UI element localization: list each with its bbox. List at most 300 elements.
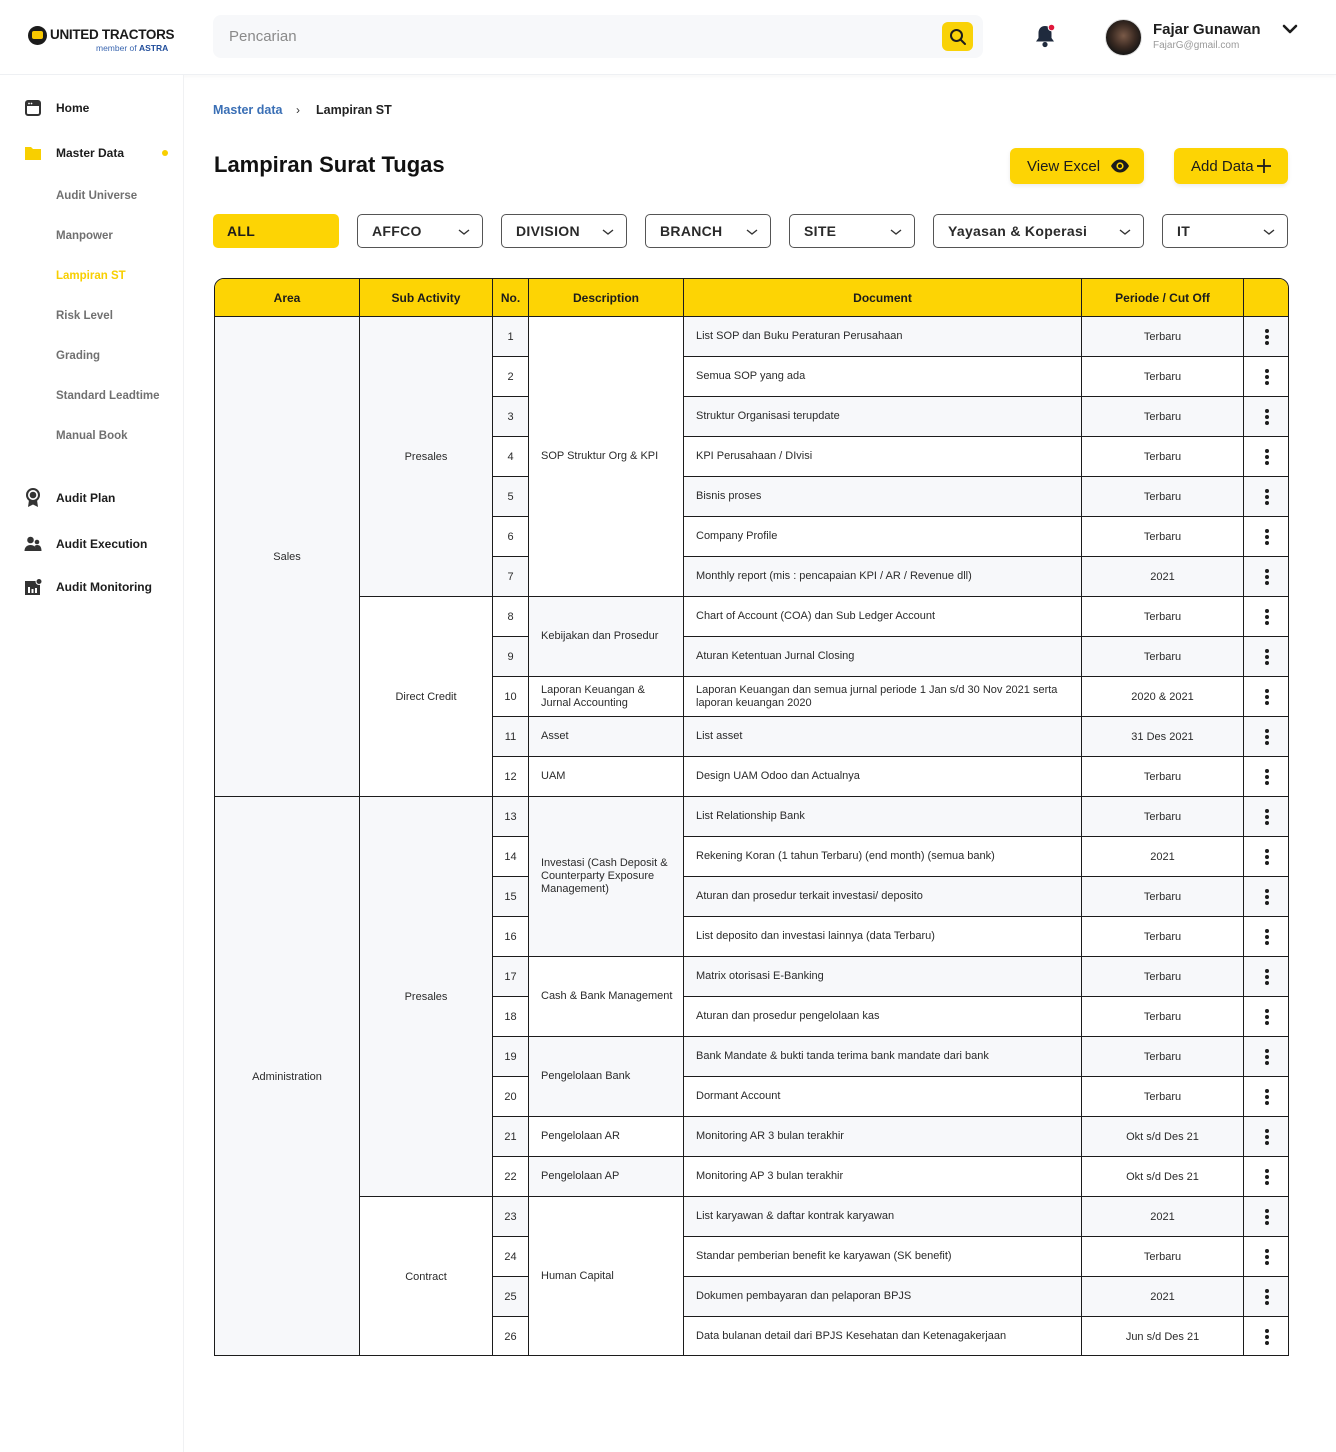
document-name: List SOP dan Buku Peraturan Perusahaan: [696, 330, 903, 342]
description-label: Laporan Keuangan & Jurnal Accounting: [541, 683, 645, 709]
document-name: Aturan dan prosedur pengelolaan kas: [696, 1010, 880, 1022]
row-actions-button[interactable]: [1244, 397, 1289, 437]
periode-value: 2021: [1150, 570, 1175, 583]
document-name: Semua SOP yang ada: [696, 370, 806, 382]
row-number: 17: [504, 970, 517, 983]
sidebar-subitem-risk-level[interactable]: [0, 301, 184, 331]
row-number-cell: [493, 1277, 529, 1317]
row-number-cell: [493, 917, 529, 957]
sub-activity-cell-contract: [360, 1197, 493, 1356]
periode-value: Jun s/d Des 21: [1125, 1330, 1200, 1343]
row-number-cell: [493, 837, 529, 877]
document-name: Monitoring AR 3 bulan terakhir: [696, 1130, 844, 1142]
row-actions-button[interactable]: [1244, 717, 1289, 757]
add-data-label: Add Data: [1191, 157, 1254, 175]
brand-logo[interactable]: [28, 25, 173, 55]
sidebar-subitem-label: Risk Level: [56, 310, 113, 322]
chevron-down-icon: [1263, 228, 1275, 236]
periode-value: Terbaru: [1143, 1090, 1182, 1103]
kebab-menu-icon: [1265, 689, 1269, 705]
row-number-cell: [493, 437, 529, 477]
kebab-menu-icon: [1265, 1209, 1269, 1225]
description-label: Pengelolaan AR: [541, 1130, 620, 1142]
filter-all[interactable]: [213, 214, 339, 248]
row-actions-button[interactable]: [1244, 357, 1289, 397]
search-icon: [949, 28, 967, 46]
description-label: Asset: [541, 730, 569, 742]
kebab-menu-icon: [1265, 1289, 1269, 1305]
row-actions-button[interactable]: [1244, 917, 1289, 957]
sidebar-subitem-grading[interactable]: [0, 341, 184, 371]
periode-value: Terbaru: [1143, 410, 1182, 423]
document-cell: [684, 1077, 1082, 1117]
filter-it-dropdown[interactable]: [1162, 214, 1288, 248]
sidebar-subitem-label: Lampiran ST: [56, 270, 126, 282]
row-number-cell: [493, 1317, 529, 1356]
row-number: 5: [507, 490, 514, 503]
row-actions-button[interactable]: [1244, 1317, 1289, 1356]
document-name: Company Profile: [696, 530, 778, 542]
chevron-down-icon: [746, 228, 758, 236]
sidebar-subitem-manpower[interactable]: [0, 221, 184, 251]
sidebar-item-home[interactable]: [0, 93, 184, 123]
column-header-no: No.: [493, 279, 529, 317]
document-name: Struktur Organisasi terupdate: [696, 410, 840, 422]
periode-value: Terbaru: [1143, 370, 1182, 383]
search-input[interactable]: [229, 15, 929, 58]
search-button[interactable]: [942, 22, 973, 51]
kebab-menu-icon: [1265, 769, 1269, 785]
row-number: 12: [504, 770, 517, 783]
description-label: Cash & Bank Management: [541, 990, 673, 1002]
periode-cell: [1082, 797, 1244, 837]
users-icon: [24, 535, 42, 553]
description-label: Pengelolaan Bank: [541, 1070, 631, 1082]
breadcrumb-master-data[interactable]: Master data: [213, 103, 283, 117]
document-cell: [684, 837, 1082, 877]
document-cell: [684, 397, 1082, 437]
filter-label: BRANCH: [660, 223, 723, 239]
document-cell: [684, 1117, 1082, 1157]
periode-value: Terbaru: [1143, 650, 1182, 663]
sub-activity-label: Direct Credit: [395, 690, 457, 703]
kebab-menu-icon: [1265, 329, 1269, 345]
chevron-down-icon: [1281, 22, 1299, 36]
document-name: List Relationship Bank: [696, 810, 805, 822]
page-title: Lampiran Surat Tugas: [214, 152, 445, 177]
row-number: 11: [504, 730, 517, 743]
avatar[interactable]: [1105, 19, 1142, 56]
row-actions-button[interactable]: [1244, 957, 1289, 997]
document-cell: [684, 437, 1082, 477]
kebab-menu-icon: [1265, 889, 1269, 905]
document-cell: [684, 997, 1082, 1037]
description-cell-sop-struktur-org-kpi: [529, 317, 684, 597]
row-actions-button[interactable]: [1244, 1077, 1289, 1117]
brand-name: UNITED TRACTORS: [50, 27, 175, 42]
document-cell: [684, 1317, 1082, 1356]
document-cell: [684, 1277, 1082, 1317]
row-number-cell: [493, 637, 529, 677]
periode-cell: [1082, 917, 1244, 957]
periode-value: Terbaru: [1143, 930, 1182, 943]
kebab-menu-icon: [1265, 569, 1269, 585]
row-number: 2: [507, 370, 514, 383]
row-number-cell: [493, 1037, 529, 1077]
row-number: 1: [507, 330, 514, 343]
sub-activity-cell-presales: [360, 797, 493, 1197]
sidebar-item-label: Audit Execution: [56, 537, 148, 551]
kebab-menu-icon: [1265, 609, 1269, 625]
row-number: 23: [504, 1210, 517, 1223]
document-cell: [684, 357, 1082, 397]
chart-monitor-icon: [24, 578, 42, 596]
description-label: Kebijakan dan Prosedur: [541, 630, 659, 642]
document-cell: [684, 717, 1082, 757]
row-actions-button[interactable]: [1244, 757, 1289, 797]
row-number-cell: [493, 1117, 529, 1157]
document-name: Aturan dan prosedur terkait investasi/ deposito: [696, 890, 923, 902]
user-menu-toggle[interactable]: [1281, 22, 1299, 36]
periode-value: Terbaru: [1143, 450, 1182, 463]
document-name: Dormant Account: [696, 1090, 781, 1102]
row-number-cell: [493, 597, 529, 637]
periode-value: 2021: [1150, 1210, 1175, 1223]
search-bar: [213, 15, 983, 58]
sidebar-subitem-label: Standard Leadtime: [56, 390, 160, 402]
document-cell: [684, 1037, 1082, 1077]
document-cell: [684, 957, 1082, 997]
periode-value: Terbaru: [1143, 770, 1182, 783]
periode-value: Terbaru: [1143, 610, 1182, 623]
row-number: 7: [507, 570, 514, 583]
row-actions-button[interactable]: [1244, 637, 1289, 677]
sidebar-item-audit-monitoring[interactable]: [0, 572, 184, 602]
filter-label: ALL: [227, 223, 256, 239]
periode-cell: [1082, 1117, 1244, 1157]
description-label: Human Capital: [541, 1270, 614, 1282]
description-label: Investasi (Cash Deposit & Counterparty Exposure Management): [541, 857, 668, 895]
bell-icon: [1032, 22, 1058, 50]
periode-value: Terbaru: [1143, 1050, 1182, 1063]
view-excel-label: View Excel: [1027, 157, 1101, 175]
row-number: 6: [507, 530, 514, 543]
kebab-menu-icon: [1265, 729, 1269, 745]
description-label: SOP Struktur Org & KPI: [541, 450, 659, 462]
document-cell: [684, 877, 1082, 917]
document-name: Laporan Keuangan dan semua jurnal periode 1 Jan s/d 30 Nov 2021 serta laporan keuangan 2020: [696, 683, 1058, 709]
document-name: List karyawan & daftar kontrak karyawan: [696, 1210, 895, 1222]
periode-value: 2021: [1150, 850, 1175, 863]
row-actions-button[interactable]: [1244, 597, 1289, 637]
periode-value: Okt s/d Des 21: [1126, 1130, 1199, 1143]
row-number-cell: [493, 1197, 529, 1237]
breadcrumb-separator: ›: [296, 103, 300, 117]
row-actions-button[interactable]: [1244, 797, 1289, 837]
periode-cell: [1082, 957, 1244, 997]
document-cell: [684, 797, 1082, 837]
document-cell: [684, 557, 1082, 597]
document-name: List deposito dan investasi lainnya (data Terbaru): [696, 930, 935, 942]
row-number: 9: [507, 650, 514, 663]
document-cell: [684, 1237, 1082, 1277]
periode-cell: [1082, 1077, 1244, 1117]
area-label: Administration: [252, 1070, 322, 1083]
periode-value: Terbaru: [1143, 530, 1182, 543]
kebab-menu-icon: [1265, 809, 1269, 825]
document-cell: [684, 1197, 1082, 1237]
sidebar-subitem-standard-leadtime[interactable]: [0, 381, 184, 411]
periode-value: Terbaru: [1143, 970, 1182, 983]
document-cell: [684, 317, 1082, 357]
row-number: 16: [504, 930, 517, 943]
column-header-description: Description: [529, 279, 684, 317]
document-name: Monthly report (mis : pencapaian KPI / AR / Revenue dll): [696, 570, 972, 582]
periode-cell: [1082, 1277, 1244, 1317]
row-number-cell: [493, 717, 529, 757]
description-cell-pengelolaan-bank: [529, 1037, 684, 1117]
kebab-menu-icon: [1265, 1049, 1269, 1065]
document-cell: [684, 597, 1082, 637]
row-number-cell: [493, 757, 529, 797]
kebab-menu-icon: [1265, 849, 1269, 865]
periode-cell: [1082, 1237, 1244, 1277]
document-name: Rekening Koran (1 tahun Terbaru) (end month) (semua bank): [696, 850, 995, 862]
row-actions-button[interactable]: [1244, 1237, 1289, 1277]
sidebar-subitem-label: Manpower: [56, 230, 113, 242]
filter-label: Yayasan & Koperasi: [948, 223, 1088, 239]
column-header-document: Document: [684, 279, 1082, 317]
plus-icon: [1254, 157, 1274, 175]
periode-cell: [1082, 637, 1244, 677]
award-ribbon-icon: [24, 488, 42, 508]
document-cell: [684, 677, 1082, 717]
periode-cell: [1082, 1197, 1244, 1237]
periode-cell: [1082, 357, 1244, 397]
row-actions-button[interactable]: [1244, 517, 1289, 557]
row-number-cell: [493, 477, 529, 517]
periode-cell: [1082, 1037, 1244, 1077]
kebab-menu-icon: [1265, 929, 1269, 945]
sidebar-subitem-lampiran-st[interactable]: [0, 261, 184, 291]
description-cell-asset: [529, 717, 684, 757]
periode-value: Okt s/d Des 21: [1126, 1170, 1199, 1183]
description-cell-kebijakan-dan-prosedur: [529, 597, 684, 677]
column-header-sub-activity: Sub Activity: [360, 279, 493, 317]
periode-value: Terbaru: [1143, 1250, 1182, 1263]
top-bar: [0, 0, 1336, 75]
chevron-down-icon: [890, 228, 902, 236]
row-actions-button[interactable]: [1244, 877, 1289, 917]
document-cell: [684, 477, 1082, 517]
kebab-menu-icon: [1265, 1249, 1269, 1265]
sub-activity-cell-direct-credit: [360, 597, 493, 797]
row-number-cell: [493, 797, 529, 837]
document-name: Bisnis proses: [696, 490, 762, 502]
periode-cell: [1082, 997, 1244, 1037]
row-actions-button[interactable]: [1244, 677, 1289, 717]
document-name: Chart of Account (COA) dan Sub Ledger Account: [696, 610, 936, 622]
kebab-menu-icon: [1265, 1089, 1269, 1105]
user-name: Fajar Gunawan: [1153, 21, 1261, 38]
document-name: Matrix otorisasi E-Banking: [696, 970, 824, 982]
periode-cell: [1082, 437, 1244, 477]
calendar-window-icon: [24, 99, 42, 117]
row-actions-button[interactable]: [1244, 837, 1289, 877]
breadcrumb-current: Lampiran ST: [316, 103, 392, 117]
filter-label: DIVISION: [516, 223, 580, 239]
row-number: 18: [504, 1010, 517, 1023]
kebab-menu-icon: [1265, 489, 1269, 505]
description-cell-cash-bank-management: [529, 957, 684, 1037]
sidebar-subitem-label: Audit Universe: [56, 190, 138, 202]
row-number-cell: [493, 557, 529, 597]
row-actions-button[interactable]: [1244, 317, 1289, 357]
document-name: Data bulanan detail dari BPJS Kesehatan dan Ketenagakerjaan: [696, 1330, 1007, 1342]
row-number: 8: [507, 610, 514, 623]
add-data-button[interactable]: [1174, 148, 1288, 184]
document-name: Dokumen pembayaran dan pelaporan BPJS: [696, 1290, 912, 1302]
document-name: Aturan Ketentuan Jurnal Closing: [696, 650, 855, 662]
periode-cell: [1082, 1157, 1244, 1197]
periode-cell: [1082, 477, 1244, 517]
periode-cell: [1082, 717, 1244, 757]
sidebar-subitem-label: Grading: [56, 350, 101, 362]
sidebar-item-label: Audit Monitoring: [56, 580, 152, 594]
documents-table: [214, 278, 1289, 1356]
filter-label: IT: [1177, 223, 1191, 239]
filter-site-dropdown[interactable]: [789, 214, 915, 248]
document-cell: [684, 757, 1082, 797]
document-name: Design UAM Odoo dan Actualnya: [696, 770, 860, 782]
row-number: 24: [504, 1250, 517, 1263]
description-cell-uam: [529, 757, 684, 797]
row-number-cell: [493, 957, 529, 997]
periode-cell: [1082, 677, 1244, 717]
brand-tagline: [96, 43, 168, 53]
row-number-cell: [493, 517, 529, 557]
row-actions-button[interactable]: [1244, 557, 1289, 597]
periode-value: Terbaru: [1143, 810, 1182, 823]
filter-label: SITE: [804, 223, 837, 239]
periode-value: 31 Des 2021: [1131, 730, 1194, 743]
filter-affco-dropdown[interactable]: [357, 214, 483, 248]
document-name: Standar pemberian benefit ke karyawan (SK benefit): [696, 1250, 952, 1262]
row-actions-button[interactable]: [1244, 1277, 1289, 1317]
kebab-menu-icon: [1265, 1329, 1269, 1345]
sub-activity-label: Contract: [405, 1270, 447, 1283]
kebab-menu-icon: [1265, 1169, 1269, 1185]
periode-value: 2021: [1150, 1290, 1175, 1303]
kebab-menu-icon: [1265, 369, 1269, 385]
periode-cell: [1082, 317, 1244, 357]
periode-cell: [1082, 557, 1244, 597]
periode-value: Terbaru: [1143, 890, 1182, 903]
brand-logo-icon: [28, 26, 47, 45]
row-actions-button[interactable]: [1244, 1037, 1289, 1077]
row-number: 22: [504, 1170, 517, 1183]
brand-tagline-prefix: member of: [96, 43, 137, 53]
active-indicator-dot: [162, 150, 168, 156]
folder-icon: [24, 144, 42, 162]
periode-value: 2020 & 2021: [1131, 690, 1194, 703]
row-actions-button[interactable]: [1244, 1117, 1289, 1157]
notification-button[interactable]: [1032, 22, 1058, 50]
document-cell: [684, 1157, 1082, 1197]
filter-branch-dropdown[interactable]: [645, 214, 771, 248]
document-name: List asset: [696, 730, 743, 742]
description-cell-investasi-cash-deposit-counterparty-exposure-management: [529, 797, 684, 957]
row-number: 25: [504, 1290, 517, 1303]
row-actions-button[interactable]: [1244, 1197, 1289, 1237]
row-actions-button[interactable]: [1244, 477, 1289, 517]
eye-icon: [1110, 157, 1130, 175]
row-number-cell: [493, 877, 529, 917]
periode-cell: [1082, 1317, 1244, 1356]
area-cell-sales: [215, 317, 360, 797]
column-header-periode: Periode / Cut Off: [1082, 279, 1244, 317]
periode-value: Terbaru: [1143, 330, 1182, 343]
row-number: 4: [507, 450, 514, 463]
description-cell-human-capital: [529, 1197, 684, 1356]
sub-activity-label: Presales: [404, 450, 448, 463]
row-actions-button[interactable]: [1244, 437, 1289, 477]
column-header-actions: [1244, 279, 1289, 317]
row-number: 26: [504, 1330, 517, 1343]
description-label: Pengelolaan AP: [541, 1170, 620, 1182]
row-number-cell: [493, 997, 529, 1037]
sub-activity-label: Presales: [404, 990, 448, 1003]
row-number-cell: [493, 1077, 529, 1117]
sidebar-subitem-audit-universe[interactable]: [0, 181, 184, 211]
sidebar-item-label: Master Data: [56, 146, 125, 160]
kebab-menu-icon: [1265, 1129, 1269, 1145]
sidebar-item-audit-plan[interactable]: [0, 483, 184, 513]
sidebar-item-audit-execution[interactable]: [0, 529, 184, 559]
filter-division-dropdown[interactable]: [501, 214, 627, 248]
kebab-menu-icon: [1265, 449, 1269, 465]
user-email: FajarG@gmail.com: [1153, 40, 1240, 51]
brand-tagline-brand: ASTRA: [139, 43, 169, 53]
row-number: 13: [504, 810, 517, 823]
row-number: 14: [504, 850, 517, 863]
chevron-down-icon: [1119, 228, 1131, 236]
description-cell-pengelolaan-ap: [529, 1157, 684, 1197]
periode-value: Terbaru: [1143, 490, 1182, 503]
row-number-cell: [493, 397, 529, 437]
row-actions-button[interactable]: [1244, 997, 1289, 1037]
column-header-area: Area: [215, 279, 360, 317]
periode-cell: [1082, 597, 1244, 637]
sidebar-item-label: Home: [56, 101, 90, 115]
description-label: UAM: [541, 770, 566, 782]
description-cell-laporan-keuangan-jurnal-accounting: [529, 677, 684, 717]
row-number-cell: [493, 1237, 529, 1277]
kebab-menu-icon: [1265, 649, 1269, 665]
row-number-cell: [493, 1157, 529, 1197]
row-actions-button[interactable]: [1244, 1157, 1289, 1197]
kebab-menu-icon: [1265, 409, 1269, 425]
sidebar-subitem-manual-book[interactable]: [0, 421, 184, 451]
kebab-menu-icon: [1265, 969, 1269, 985]
sidebar-item-master-data[interactable]: [0, 138, 184, 168]
sub-activity-cell-presales: [360, 317, 493, 597]
filter-yayasan-koperasi-dropdown[interactable]: [933, 214, 1144, 248]
periode-cell: [1082, 877, 1244, 917]
area-cell-administration: [215, 797, 360, 1356]
row-number: 15: [504, 890, 517, 903]
view-excel-button[interactable]: [1010, 148, 1144, 184]
